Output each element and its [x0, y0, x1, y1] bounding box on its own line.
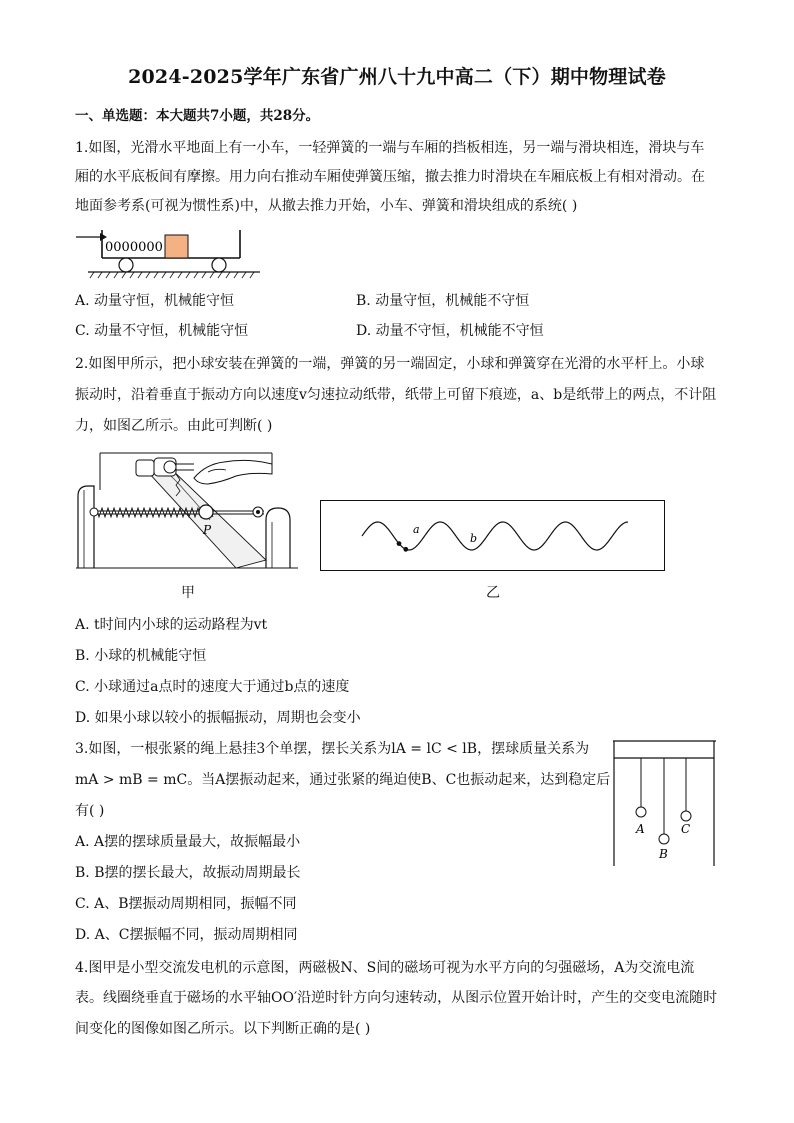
- q4-text-line-1: 4.图甲是小型交流发电机的示意图，两磁极N、S间的磁场可视为水平方向的匀强磁场，A为交流电流: [75, 960, 695, 976]
- q1-cart-figure: [74, 228, 264, 282]
- q3-option-b[interactable]: B. B摆的摆长最大，故振动周期最长: [75, 865, 301, 881]
- q2-caption-right: 乙: [486, 585, 500, 601]
- q3-option-c[interactable]: C. A、B摆振动周期相同，振幅不同: [75, 896, 297, 912]
- q2-point-b: [403, 547, 408, 552]
- q4-text-line-2: 表。线圈绕垂直于磁场的水平轴OO′沿逆时针方向匀速转动，从图示位置开始计时，产生的交变电流随时: [75, 990, 718, 1006]
- q3-pendulum-figure: [612, 740, 718, 868]
- q2-point-a: [397, 541, 402, 546]
- q3-text-line-1: 3.如图，一根张紧的绳上悬挂3个单摆，摆长关系为lA = lC < lB，摆球质量关系为: [75, 741, 590, 757]
- q3-label-b: B: [659, 847, 668, 861]
- q3-text-line-2: mA > mB = mC。当A摆振动起来，通过张紧的绳迫使B、C也振动起来，达到稳定后: [75, 772, 611, 788]
- q3-label-c: C: [681, 822, 691, 836]
- q2-option-d[interactable]: D. 如果小球以较小的振幅振动，周期也会变小: [75, 710, 361, 726]
- q4-text-line-3: 间变化的图像如图乙所示。以下判断正确的是( ): [75, 1021, 371, 1037]
- q2-caption-left: 甲: [181, 585, 195, 601]
- q2-tape-trace-figure: [320, 500, 666, 572]
- q1-sliding-block: [165, 235, 188, 258]
- q2-point-a-label: a: [413, 523, 420, 536]
- q2-text-line-1: 2.如图甲所示，把小球安装在弹簧的一端，弹簧的另一端固定，小球和弹簧穿在光滑的水平杆上。小球: [75, 356, 705, 372]
- q1-option-d[interactable]: D. 动量不守恒，机械能不守恒: [356, 323, 544, 339]
- q2-option-c[interactable]: C. 小球通过a点时的速度大于通过b点的速度: [75, 679, 350, 695]
- q1-text-line-2: 厢的水平底板间有摩擦。用力向右推动车厢使弹簧压缩，撤去推力时滑块在车厢底板上有相对滑动。在: [75, 169, 705, 185]
- section-heading: 一、单选题：本大题共7小题，共28分。: [75, 108, 320, 124]
- q1-text-line-3: 地面参考系(可视为惯性系)中，从撤去推力开始，小车、弹簧和滑块组成的系统( ): [75, 198, 578, 214]
- q2-text-line-3: 力，如图乙所示。由此可判断( ): [75, 418, 273, 434]
- page-title: 2024-2025学年广东省广州八十九中高二（下）期中物理试卷: [128, 66, 666, 88]
- q3-label-a: A: [636, 822, 645, 836]
- q1-option-a[interactable]: A. 动量守恒，机械能守恒: [75, 293, 235, 309]
- q2-apparatus-figure: [76, 450, 302, 572]
- q2-option-a[interactable]: A. t时间内小球的运动路程为vt: [75, 617, 268, 633]
- q1-option-b[interactable]: B. 动量守恒，机械能不守恒: [356, 293, 530, 309]
- q1-text-line-1: 1.如图，光滑水平地面上有一小车，一轻弹簧的一端与车厢的挡板相连，另一端与滑块相连，滑块与车: [75, 140, 705, 156]
- q3-option-a[interactable]: A. A摆的摆球质量最大，故振幅最小: [75, 834, 301, 850]
- q2-point-b-label: b: [470, 532, 478, 545]
- q3-option-d[interactable]: D. A、C摆振幅不同，振动周期相同: [75, 927, 298, 943]
- q2-text-line-2: 振动时，沿着垂直于振动方向以速度v匀速拉动纸带，纸带上可留下痕迹，a、b是纸带上的两点，不计阻: [75, 387, 717, 403]
- q1-spring: 0000000: [105, 240, 163, 255]
- q2-ball-label: P: [203, 523, 212, 537]
- q2-option-b[interactable]: B. 小球的机械能守恒: [75, 648, 207, 664]
- q3-text-line-3: 有( ): [75, 803, 105, 819]
- q1-option-c[interactable]: C. 动量不守恒，机械能守恒: [75, 323, 249, 339]
